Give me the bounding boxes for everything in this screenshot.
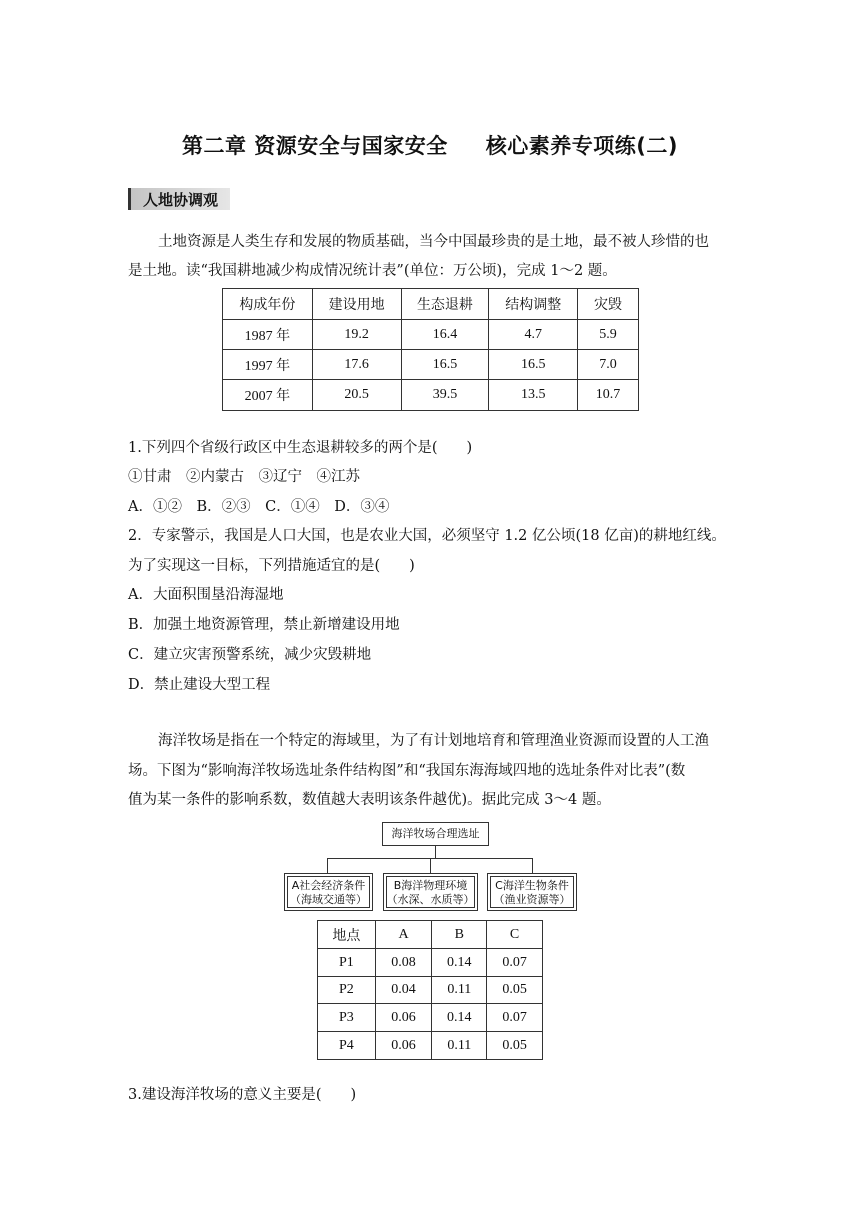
table-cell: 0.14	[432, 1004, 487, 1032]
site-selection-diagram	[284, 822, 578, 914]
table-header-cell: 构成年份	[223, 289, 313, 320]
q1-stem: 1.下列四个省级行政区中生态退耕较多的两个是( )	[128, 440, 473, 456]
table-cell: 0.06	[375, 1004, 432, 1032]
intro2-line1: 海洋牧场是指在一个特定的海域里，为了有计划地培育和管理渔业资源而设置的人工渔	[158, 733, 709, 749]
section-label: 人地协调观	[143, 191, 219, 209]
table-cell: 7.0	[578, 350, 639, 380]
table-row	[318, 977, 543, 1004]
table-cell: P2	[318, 977, 376, 1004]
table-row	[318, 949, 543, 977]
box-a-subtitle: （海域交通等）	[290, 893, 367, 906]
table-cell: 0.05	[487, 1032, 543, 1060]
connector-line	[430, 858, 431, 873]
intro2-line2: 场。下图为“影响海洋牧场选址条件结构图”和“我国东海海域四地的选址条件对比表”(数	[128, 763, 686, 779]
table-cell: 4.7	[489, 320, 578, 350]
table-cell: 19.2	[312, 320, 401, 350]
connector-line	[435, 846, 436, 858]
table-cell: P1	[318, 949, 376, 977]
table-cell: 1987 年	[223, 320, 313, 350]
title-practice: 核心素养专项练(二)	[485, 134, 678, 158]
diagram-box-c	[487, 873, 577, 911]
table-row	[223, 380, 639, 411]
table-cell: 13.5	[489, 380, 578, 411]
q2-option-b: B．加强土地资源管理，禁止新增建设用地	[128, 617, 400, 633]
diagram-box-b	[383, 873, 478, 911]
table-cell: 16.5	[401, 350, 489, 380]
table-row	[318, 1004, 543, 1032]
table-cell: 1997 年	[223, 350, 313, 380]
table-cell: 0.14	[432, 949, 487, 977]
box-b-title: B海洋物理环境	[393, 879, 468, 892]
table-cell: 0.11	[432, 977, 487, 1004]
section-tag	[128, 188, 230, 210]
table-header-cell: B	[432, 921, 487, 949]
table-cell: 2007 年	[223, 380, 313, 411]
table-cell: 0.06	[375, 1032, 432, 1060]
table-cell: 5.9	[578, 320, 639, 350]
q2-stem-line2: 为了实现这一目标，下列措施适宜的是( )	[128, 558, 415, 574]
table-header-cell: 生态退耕	[401, 289, 489, 320]
site-comparison-table	[317, 920, 543, 1060]
table-cell: 0.07	[487, 949, 543, 977]
table-cell: 0.07	[487, 1004, 543, 1032]
q2-option-a: A．大面积围垦沿海湿地	[128, 587, 284, 603]
intro1-line1: 土地资源是人类生存和发展的物质基础，当今中国最珍贵的是土地，最不被人珍惜的也	[158, 234, 709, 250]
title-chapter: 第二章 资源安全与国家安全	[181, 134, 448, 158]
box-c-subtitle: （渔业资源等）	[493, 893, 571, 906]
table-cell: 16.5	[489, 350, 578, 380]
box-a-title: A社会经济条件	[291, 879, 366, 892]
table-cell: 0.04	[375, 977, 432, 1004]
table-row	[223, 350, 639, 380]
table-cell: 39.5	[401, 380, 489, 411]
table-cell: 17.6	[312, 350, 401, 380]
table-cell: 20.5	[312, 380, 401, 411]
table-cell: P4	[318, 1032, 376, 1060]
connector-line	[327, 858, 328, 873]
q1-items: ①甘肃 ②内蒙古 ③辽宁 ④江苏	[128, 469, 360, 485]
table-cell: 0.11	[432, 1032, 487, 1060]
table-cell: 10.7	[578, 380, 639, 411]
table-header-cell: C	[487, 921, 543, 949]
intro2-line3: 值为某一条件的影响系数，数值越大表明该条件越优)。据此完成 3～4 题。	[128, 792, 611, 808]
page-title	[0, 130, 860, 160]
box-c-title: C海洋生物条件	[495, 879, 569, 892]
table-row	[223, 320, 639, 350]
table-row	[318, 1032, 543, 1060]
table-cell: P3	[318, 1004, 376, 1032]
diagram-box-a	[284, 873, 373, 911]
intro1-line2: 是土地。读“我国耕地减少构成情况统计表”(单位：万公顷)，完成 1～2 题。	[128, 263, 617, 279]
table-header-cell: 结构调整	[489, 289, 578, 320]
q2-option-c: C．建立灾害预警系统，减少灾毁耕地	[128, 647, 372, 663]
table-header-row	[318, 921, 543, 949]
q2-option-d: D．禁止建设大型工程	[128, 677, 271, 693]
box-b-subtitle: （水深、水质等）	[386, 893, 475, 906]
connector-line	[532, 858, 533, 873]
table-header-cell: 地点	[318, 921, 376, 949]
table-header-cell: A	[375, 921, 432, 949]
diagram-root-box	[382, 822, 489, 846]
diagram-root-label: 海洋牧场合理选址	[391, 827, 480, 840]
table-header-row	[223, 289, 639, 320]
q1-options: A．①② B．②③ C．①④ D．③④	[128, 499, 390, 515]
farmland-table	[222, 288, 639, 411]
table-header-cell: 建设用地	[312, 289, 401, 320]
table-cell: 0.08	[375, 949, 432, 977]
q3-stem: 3.建设海洋牧场的意义主要是( )	[128, 1087, 357, 1103]
table-cell: 16.4	[401, 320, 489, 350]
table-cell: 0.05	[487, 977, 543, 1004]
q2-stem-line1: 2．专家警示，我国是人口大国，也是农业大国，必须坚守 1.2 亿公顷(18 亿亩)的耕地红线。	[128, 528, 726, 544]
table-header-cell: 灾毁	[578, 289, 639, 320]
